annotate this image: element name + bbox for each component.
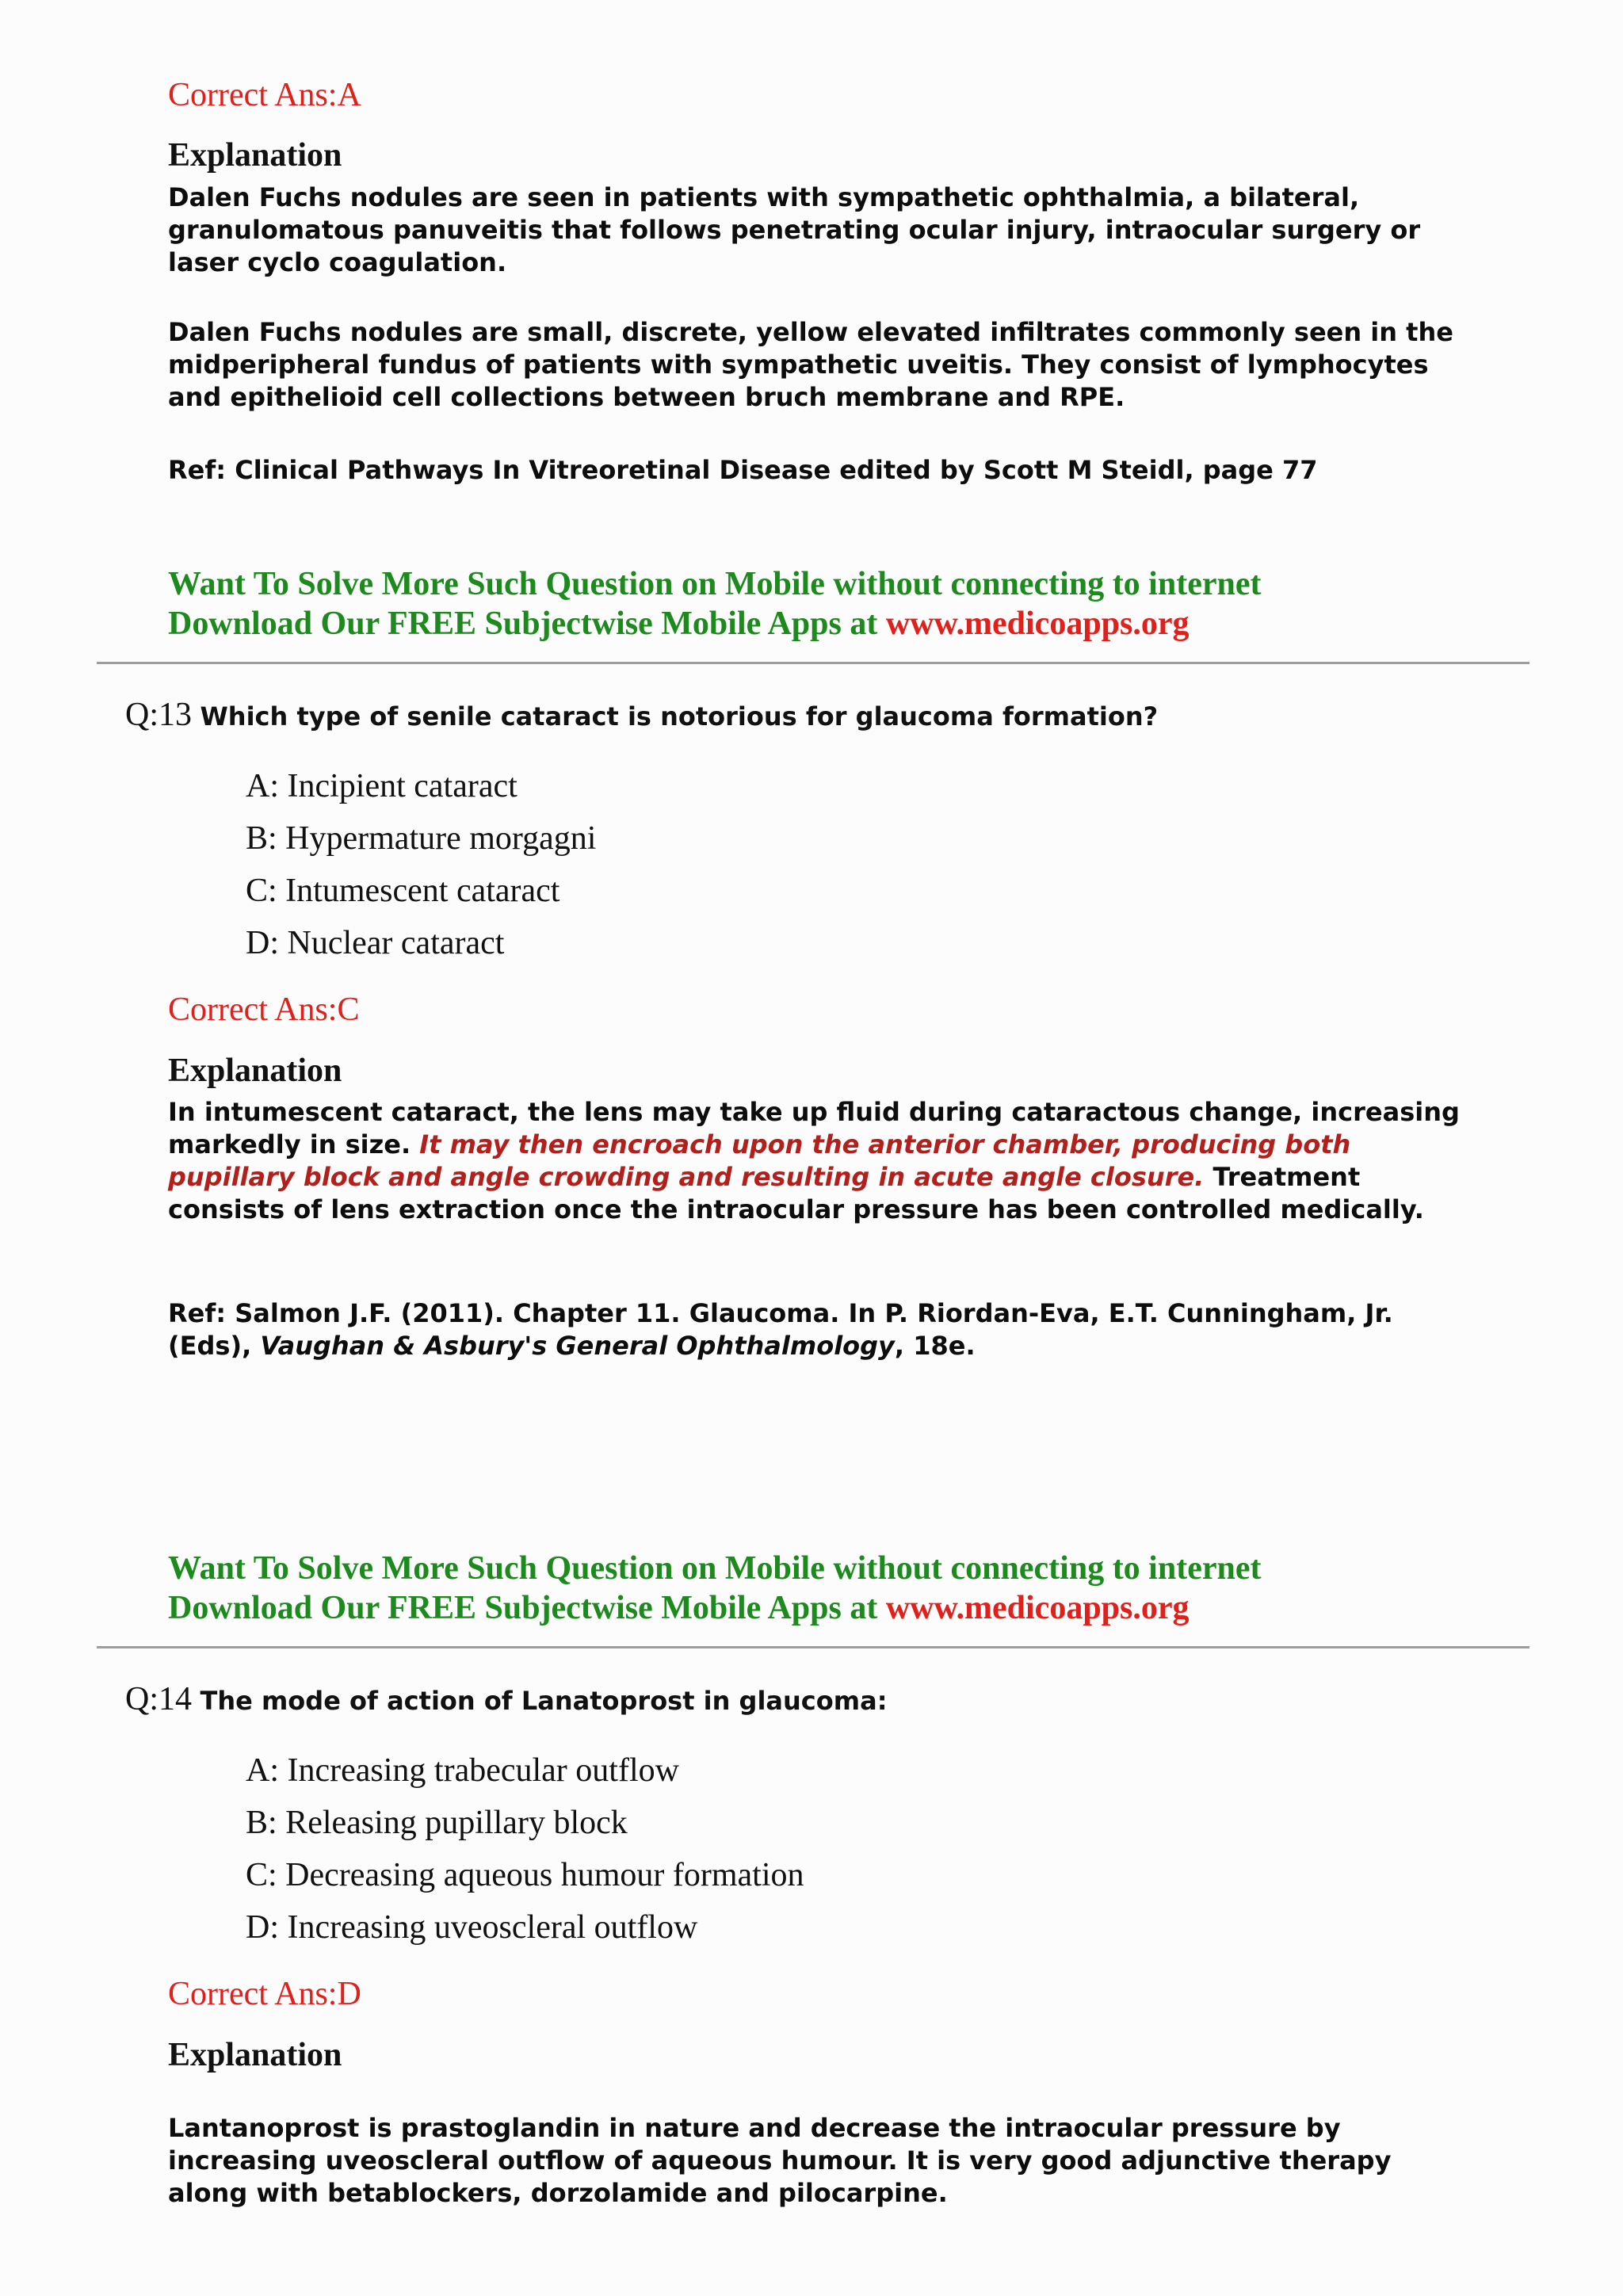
question-13 <box>125 696 1158 734</box>
promo-line-1: Want To Solve More Such Question on Mobile without connecting to internet <box>168 1550 1262 1587</box>
option-a: A: Increasing trabecular outflow <box>246 1752 679 1789</box>
reference-book-title: Vaughan & Asbury's General Ophthalmology <box>260 1331 895 1361</box>
promo-line-2: Download Our FREE Subjectwise Mobile Apps at www.medicoapps.org <box>168 1590 1190 1626</box>
promo-block <box>168 564 1261 644</box>
explanation-paragraph: In intumescent cataract, the lens may take up fluid during cataractous change, increasing markedly in size. It may then encroach upon the anterior chamber, producing both pupillary block and angle crowding and resulting in acute angle closure. Treatment consists of lens extraction once the intraocular pressure has been controlled medically. <box>168 1097 1460 1224</box>
explanation-paragraph: Dalen Fuchs nodules are seen in patients with sympathetic ophthalmia, a bilateral, granulomatous panuveitis that follows penetrating ocular injury, intraocular surgery or laser cyclo coagulation. <box>168 182 1421 277</box>
option-c: C: Intumescent cataract <box>246 873 560 909</box>
promo-block <box>168 1549 1261 1628</box>
explanation-reference: Ref: Clinical Pathways In Vitreoretinal Disease edited by Scott M Steidl, page 77 <box>168 455 1318 485</box>
correct-answer: Correct Ans:D <box>168 1976 361 2012</box>
correct-answer: Correct Ans:C <box>168 991 360 1028</box>
explanation-heading: Explanation <box>168 2037 342 2073</box>
promo-line-2: Download Our FREE Subjectwise Mobile Apps at www.medicoapps.org <box>168 606 1190 642</box>
promo-line-1: Want To Solve More Such Question on Mobile without connecting to internet <box>168 566 1262 602</box>
promo-link[interactable]: www.medicoapps.org <box>885 606 1190 642</box>
option-b: B: Hypermature morgagni <box>246 820 597 857</box>
correct-answer: Correct Ans:A <box>168 77 361 113</box>
highlighted-text: It may then encroach upon the anterior chamber, producing both pupillary block and angle crowding and resulting in acute angle closure. <box>168 1129 1351 1192</box>
option-b: B: Releasing pupillary block <box>246 1805 628 1841</box>
question-text: The mode of action of Lanatoprost in glaucoma: <box>200 1686 888 1716</box>
divider <box>97 1646 1529 1648</box>
question-number: Q:13 <box>125 697 192 733</box>
explanation-paragraph: Lantanoprost is prastoglandin in nature and decrease the intraocular pressure by increasing uveoscleral outflow of aqueous humour. It is very good adjunctive therapy along with betablockers, dorzolamide and pilocarpine. <box>168 2113 1392 2208</box>
explanation-heading: Explanation <box>168 137 342 174</box>
option-a: A: Incipient cataract <box>246 768 517 804</box>
question-14 <box>125 1680 887 1718</box>
explanation-heading: Explanation <box>168 1052 342 1089</box>
option-d: D: Increasing uveoscleral outflow <box>246 1909 698 1946</box>
explanation-reference: Ref: Salmon J.F. (2011). Chapter 11. Glaucoma. In P. Riordan-Eva, E.T. Cunningham, Jr. (Eds), Vaughan & Asbury's General Ophthalmology, 18e. <box>168 1298 1393 1361</box>
divider <box>97 662 1529 664</box>
option-c: C: Decreasing aqueous humour formation <box>246 1857 804 1893</box>
explanation-paragraph: Dalen Fuchs nodules are small, discrete, yellow elevated infiltrates commonly seen in the midperipheral fundus of patients with sympathetic uveitis. They consist of lymphocytes and epithelioid cell collections between bruch membrane and RPE. <box>168 317 1453 412</box>
question-text: Which type of senile cataract is notorious for glaucoma formation? <box>200 701 1159 732</box>
question-number: Q:14 <box>125 1681 192 1717</box>
option-d: D: Nuclear cataract <box>246 925 505 961</box>
promo-link[interactable]: www.medicoapps.org <box>885 1590 1190 1626</box>
